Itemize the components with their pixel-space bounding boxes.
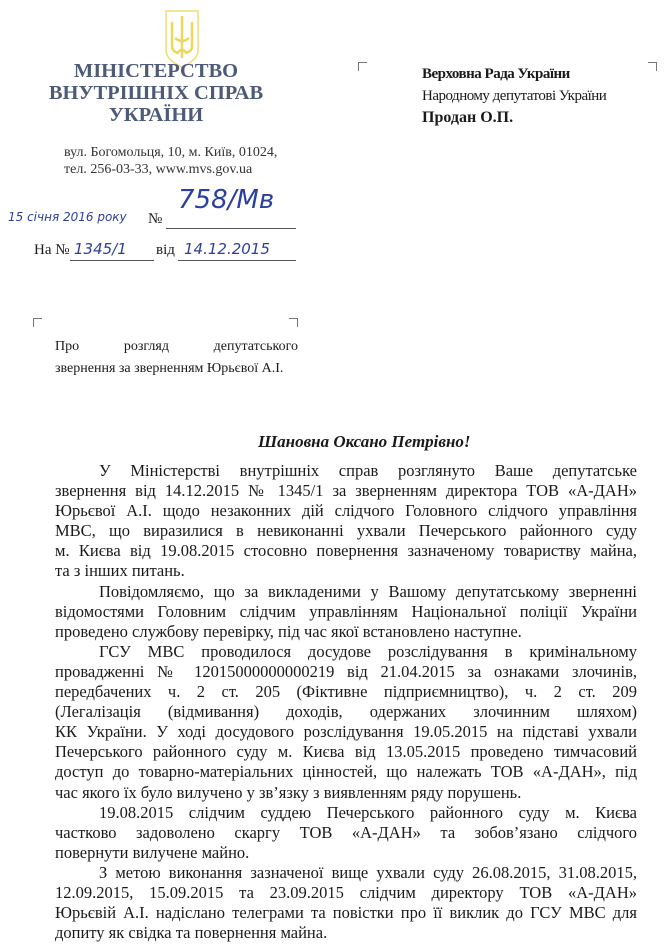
paragraph-line: передбачених ч. 2 ст. 205 (Фіктивне підприємництво), ч. 2 ст. 209 [55, 682, 637, 702]
handwritten-outgoing-number: 758/Мв [178, 185, 275, 215]
paragraph-line: Повідомляємо, що за викладеними у Вашому депутатському зверненні [99, 581, 637, 601]
subject-word: розгляд [123, 339, 169, 354]
body-paragraph [55, 642, 637, 803]
ministry-line: УКРАЇНИ [108, 104, 204, 126]
subject-line [55, 336, 298, 358]
paragraph-line: Печерського районного суду м. Києва від 13.05.2015 проведено тимчасовий [55, 742, 637, 762]
paragraph-line: МВС, що виразилися в невиконанні ухвали Печерського районного суду [55, 521, 637, 541]
subject-word: Про [55, 339, 80, 354]
letter-body [55, 461, 637, 943]
paragraph-line: Юрьєвої А.І. щодо незаконних дій слідчого Головного слідчого управління [55, 501, 637, 521]
paragraph-line: м. Києва від 19.08.2015 стосовно повернення зазначеному товариству майна, [55, 541, 637, 561]
paragraph-line: 12.09.2015, 15.09.2015 та 23.09.2015 слідчим директору ТОВ «А-ДАН» [55, 882, 637, 902]
address-line: вул. Богомольця, 10, м. Київ, 01024, [64, 145, 278, 160]
subject-line: звернення за зверненням Юрьєвої А.І. [55, 361, 284, 376]
phone-website-line: тел. 256-03-33, www.mvs.gov.ua [64, 162, 253, 177]
number-label: № [148, 211, 163, 227]
recipient-title: Народному депутатові України [422, 88, 607, 104]
subject-bracket-left [33, 318, 42, 327]
body-paragraph [55, 582, 637, 642]
salutation: Шановна Оксано Петрівно! [258, 432, 471, 451]
paragraph-line: допиту як свідка та повернення майна. [55, 923, 328, 943]
paragraph-line: провадженні № 12015000000000219 від 21.04.2015 за ознаками злочинів, [55, 661, 637, 681]
paragraph-line: відомостями Головним слідчим управлінням Національної поліції України [55, 601, 637, 621]
ministry-name [40, 60, 272, 126]
paragraph-line: повернути вилучене майно. [55, 842, 250, 862]
recipient-block [422, 63, 606, 129]
ministry-line: МІНІСТЕРСТВО [73, 60, 239, 82]
paragraph-line: КК України. У ході досудового розслідування 19.05.2015 на підставі ухвали [55, 722, 637, 742]
body-paragraph [55, 863, 637, 943]
paragraph-line: доступ до товарно-матеріальних цінностей, що належать ТОВ «А-ДАН», під [55, 762, 637, 782]
handwritten-reply-number: 1345/1 [74, 240, 127, 258]
from-label: від [156, 242, 175, 258]
handwritten-reply-date: 14.12.2015 [184, 240, 270, 258]
paragraph-line: У Міністерстві внутрішніх справ розглянуто Ваше депутатське [99, 461, 637, 480]
outgoing-number-row [8, 185, 298, 230]
paragraph-line: час якого їх було вилучено у зв’язку з виявленням ряду порушень. [55, 782, 522, 802]
body-paragraph [55, 461, 637, 582]
recipient-bracket-right [648, 62, 657, 71]
paragraph-line: ГСУ МВС проводилося досудове розслідування в кримінальному [99, 641, 637, 661]
paragraph-line: частково задоволено скаргу ТОВ «А-ДАН» та зобов’язано слідчого [55, 822, 637, 842]
ministry-address [64, 144, 277, 178]
paragraph-line: (Легалізація (відмивання) доходів, одержаних злочинним шляхом) [55, 702, 637, 722]
recipient-name: Продан О.П. [422, 109, 514, 126]
paragraph-line: звернення від 14.12.2015 № 1345/1 за зверненням директора ТОВ «А-ДАН» [55, 481, 637, 501]
paragraph-line: Юрьєвій А.І. надіслано телеграми та повістки про її виклик до ГСУ МВС для [55, 903, 637, 923]
subject-word: депутатського [213, 339, 298, 354]
handwritten-date: 15 січня 2016 року [8, 210, 127, 224]
reply-label: На № [34, 242, 70, 258]
recipient-bracket-left [358, 62, 367, 71]
paragraph-line: 19.08.2015 слідчим суддею Печерського районного суду м. Києва [99, 802, 637, 822]
paragraph-line: проведено службову перевірку, під час якої встановлено наступне. [55, 621, 522, 641]
ministry-line: ВНУТРІШНІХ СПРАВ [48, 82, 264, 104]
subject-block [55, 336, 298, 380]
body-paragraph [55, 803, 637, 863]
recipient-organization: Верховна Рада України [422, 66, 570, 82]
subject-bracket-right [289, 318, 298, 327]
reply-reference-row [34, 238, 298, 262]
paragraph-line: З метою виконання зазначеної вище ухвали суду 26.08.2015, 31.08.2015, [99, 862, 637, 882]
paragraph-line: та з інших питань. [55, 561, 185, 581]
